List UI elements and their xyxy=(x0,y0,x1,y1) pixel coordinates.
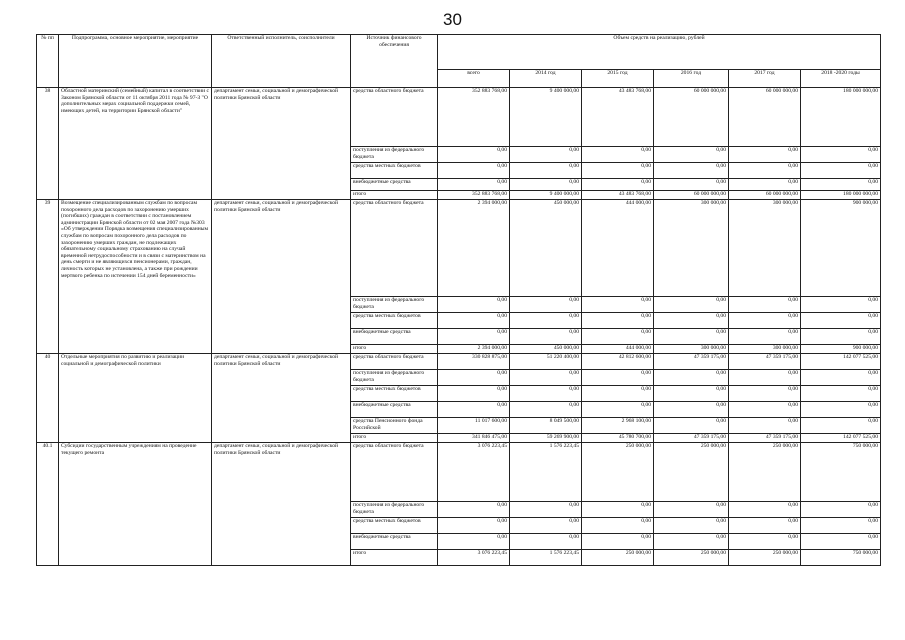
amount-cell: 0,00 xyxy=(801,329,881,345)
amount-cell: 0,00 xyxy=(654,329,729,345)
amount-cell: 0,00 xyxy=(438,163,510,179)
budget-table xyxy=(36,34,881,566)
funding-source: средства местных бюджетов xyxy=(351,386,438,402)
funding-source: поступления из федерального бюджета xyxy=(351,147,438,163)
amount-cell: 0,00 xyxy=(654,502,729,518)
row-number: 40.1 xyxy=(37,443,59,566)
funding-source: внебюджетные средства xyxy=(351,402,438,418)
funding-source: средства Пенсионного фонда Российской xyxy=(351,418,438,434)
funding-source: внебюджетные средства xyxy=(351,534,438,550)
amount-cell: 0,00 xyxy=(510,402,582,418)
funding-source: внебюджетные средства xyxy=(351,329,438,345)
funding-source: внебюджетные средства xyxy=(351,179,438,191)
amount-cell: 250 000,00 xyxy=(582,443,654,502)
funding-source: итого xyxy=(351,434,438,443)
amount-cell: 0,00 xyxy=(438,297,510,313)
amount-cell: 42 812 600,00 xyxy=(582,354,654,370)
amount-cell: 0,00 xyxy=(582,313,654,329)
amount-cell: 300 000,00 xyxy=(654,345,729,354)
amount-cell: 0,00 xyxy=(801,179,881,191)
amount-cell: 250 000,00 xyxy=(729,443,801,502)
amount-cell: 0,00 xyxy=(582,386,654,402)
amount-cell: 0,00 xyxy=(801,297,881,313)
amount-cell: 1 576 223,45 xyxy=(510,443,582,502)
amount-cell: 11 017 600,00 xyxy=(438,418,510,434)
executor: департамент семьи, социальной и демографической политики Брянской области xyxy=(212,88,351,200)
amount-cell: 300 000,00 xyxy=(729,345,801,354)
funding-source: итого xyxy=(351,191,438,200)
amount-cell: 0,00 xyxy=(729,329,801,345)
amount-cell: 59 269 900,00 xyxy=(510,434,582,443)
amount-cell: 142 077 525,00 xyxy=(801,354,881,370)
amount-cell: 0,00 xyxy=(510,163,582,179)
amount-cell: 60 000 000,00 xyxy=(729,191,801,200)
amount-cell: 0,00 xyxy=(438,534,510,550)
amount-cell: 0,00 xyxy=(654,418,729,434)
amount-cell: 0,00 xyxy=(510,147,582,163)
amount-cell: 0,00 xyxy=(729,179,801,191)
amount-cell: 9 400 000,00 xyxy=(510,191,582,200)
amount-cell: 0,00 xyxy=(801,147,881,163)
amount-cell: 60 000 000,00 xyxy=(654,88,729,147)
amount-cell: 0,00 xyxy=(438,370,510,386)
funding-source: средства местных бюджетов xyxy=(351,518,438,534)
activity-name: Возмещение специализированным службам по вопросам похоронного дела расходов по захоронению умерших (погибших) граждан в соответствии с постановлением администрации Брянской области от 02 мая 2007 года №303 «Об утверждении Порядка возмещения специализированным службам по вопросам похоронного дела расходов по захоронению умерших граждан, не подлежащих обязательному социальному страхованию на случай временной нетрудоспособности и в связи с материнством на день смерти и не являющихся пенсионерами, граждан, личность которых не установлена, а также при рождении мертвого ребенка по истечении 154 дней беременности» xyxy=(59,200,212,354)
amount-cell: 0,00 xyxy=(582,370,654,386)
amount-cell: 0,00 xyxy=(654,163,729,179)
amount-cell: 0,00 xyxy=(729,370,801,386)
header-year: 2016 год xyxy=(654,70,729,88)
amount-cell: 0,00 xyxy=(582,147,654,163)
amount-cell: 900 000,00 xyxy=(801,200,881,297)
amount-cell: 0,00 xyxy=(654,147,729,163)
header-executor: Ответственный исполнитель, соисполнители xyxy=(212,35,351,88)
amount-cell: 0,00 xyxy=(582,179,654,191)
amount-cell: 0,00 xyxy=(654,370,729,386)
header-row-main xyxy=(37,35,881,70)
amount-cell: 0,00 xyxy=(582,297,654,313)
amount-cell: 2 394 000,00 xyxy=(438,345,510,354)
funding-source: итого xyxy=(351,550,438,566)
amount-cell: 0,00 xyxy=(729,386,801,402)
header-volume: Объем средств на реализацию, рублей xyxy=(438,35,881,70)
amount-cell: 0,00 xyxy=(801,502,881,518)
amount-cell: 341 846 475,00 xyxy=(438,434,510,443)
amount-cell: 0,00 xyxy=(654,402,729,418)
amount-cell: 0,00 xyxy=(801,518,881,534)
amount-cell: 900 000,00 xyxy=(801,345,881,354)
amount-cell: 0,00 xyxy=(438,313,510,329)
amount-cell: 0,00 xyxy=(510,329,582,345)
executor: департамент семьи, социальной и демографической политики Брянской области xyxy=(212,354,351,443)
amount-cell: 300 000,00 xyxy=(654,200,729,297)
funding-source: поступления из федерального бюджета xyxy=(351,502,438,518)
amount-cell: 0,00 xyxy=(801,370,881,386)
amount-cell: 0,00 xyxy=(510,518,582,534)
amount-cell: 0,00 xyxy=(801,313,881,329)
amount-cell: 0,00 xyxy=(654,313,729,329)
amount-cell: 0,00 xyxy=(582,329,654,345)
amount-cell: 0,00 xyxy=(729,502,801,518)
table-row xyxy=(37,88,881,147)
executor: департамент семьи, социальной и демографической политики Брянской области xyxy=(212,443,351,566)
amount-cell: 0,00 xyxy=(510,386,582,402)
amount-cell: 0,00 xyxy=(510,534,582,550)
amount-cell: 0,00 xyxy=(510,370,582,386)
header-year: 2017 год xyxy=(729,70,801,88)
amount-cell: 300 000,00 xyxy=(729,200,801,297)
amount-cell: 0,00 xyxy=(438,179,510,191)
amount-cell: 0,00 xyxy=(729,163,801,179)
amount-cell: 0,00 xyxy=(801,402,881,418)
funding-source: итого xyxy=(351,345,438,354)
amount-cell: 0,00 xyxy=(510,313,582,329)
amount-cell: 330 828 875,00 xyxy=(438,354,510,370)
amount-cell: 3 076 223,45 xyxy=(438,550,510,566)
funding-source: средства областного бюджета xyxy=(351,354,438,370)
amount-cell: 352 883 768,00 xyxy=(438,88,510,147)
amount-cell: 0,00 xyxy=(582,502,654,518)
amount-cell: 250 000,00 xyxy=(654,550,729,566)
amount-cell: 0,00 xyxy=(801,534,881,550)
amount-cell: 0,00 xyxy=(582,534,654,550)
row-number: 38 xyxy=(37,88,59,200)
amount-cell: 450 000,00 xyxy=(510,200,582,297)
funding-source: средства областного бюджета xyxy=(351,88,438,147)
amount-cell: 750 000,00 xyxy=(801,550,881,566)
header-year: 2018 -2020 годы xyxy=(801,70,881,88)
funding-source: средства местных бюджетов xyxy=(351,313,438,329)
amount-cell: 3 076 223,45 xyxy=(438,443,510,502)
amount-cell: 0,00 xyxy=(729,418,801,434)
activity-name: Областной материнский (семейный) капитал в соответствии с Законом Брянской области от 11 октября 2011 года № 97-З "О дополнительных мерах социальной поддержки семей, имеющих детей, на территории Брянской области" xyxy=(59,88,212,200)
amount-cell: 0,00 xyxy=(438,518,510,534)
amount-cell: 0,00 xyxy=(582,402,654,418)
header-no: № пп xyxy=(37,35,59,88)
row-number: 40 xyxy=(37,354,59,443)
amount-cell: 0,00 xyxy=(729,402,801,418)
amount-cell: 180 000 000,00 xyxy=(801,88,881,147)
amount-cell: 250 000,00 xyxy=(582,550,654,566)
amount-cell: 47 359 175,00 xyxy=(729,434,801,443)
amount-cell: 2 394 000,00 xyxy=(438,200,510,297)
amount-cell: 0,00 xyxy=(729,313,801,329)
amount-cell: 352 883 768,00 xyxy=(438,191,510,200)
amount-cell: 51 220 400,00 xyxy=(510,354,582,370)
funding-source: средства областного бюджета xyxy=(351,443,438,502)
amount-cell: 0,00 xyxy=(801,418,881,434)
amount-cell: 0,00 xyxy=(729,534,801,550)
amount-cell: 8 049 500,00 xyxy=(510,418,582,434)
funding-source: поступления из федерального бюджета xyxy=(351,297,438,313)
header-year: 2014 год xyxy=(510,70,582,88)
row-number: 39 xyxy=(37,200,59,354)
amount-cell: 0,00 xyxy=(438,386,510,402)
activity-name: Субсидии государственным учреждениям на проведение текущего ремонта xyxy=(59,443,212,566)
amount-cell: 750 000,00 xyxy=(801,443,881,502)
amount-cell: 0,00 xyxy=(438,402,510,418)
amount-cell: 45 780 700,00 xyxy=(582,434,654,443)
table-row xyxy=(37,354,881,370)
amount-cell: 0,00 xyxy=(654,518,729,534)
amount-cell: 60 000 000,00 xyxy=(654,191,729,200)
amount-cell: 0,00 xyxy=(654,534,729,550)
amount-cell: 444 000,00 xyxy=(582,200,654,297)
amount-cell: 0,00 xyxy=(729,297,801,313)
page-number: 30 xyxy=(443,10,462,29)
table-row xyxy=(37,443,881,502)
amount-cell: 142 077 525,00 xyxy=(801,434,881,443)
funding-source: средства местных бюджетов xyxy=(351,163,438,179)
amount-cell: 0,00 xyxy=(438,502,510,518)
amount-cell: 43 483 768,00 xyxy=(582,191,654,200)
header-source: Источник финансового обеспечения xyxy=(351,35,438,88)
funding-source: поступления из федерального бюджета xyxy=(351,370,438,386)
amount-cell: 0,00 xyxy=(801,163,881,179)
amount-cell: 0,00 xyxy=(729,147,801,163)
amount-cell: 0,00 xyxy=(510,297,582,313)
amount-cell: 0,00 xyxy=(510,179,582,191)
amount-cell: 47 359 175,00 xyxy=(654,354,729,370)
table-row xyxy=(37,200,881,297)
amount-cell: 0,00 xyxy=(582,163,654,179)
amount-cell: 0,00 xyxy=(438,329,510,345)
activity-name: Отдельные мероприятия по развитию и реализации социальной и демографической политики xyxy=(59,354,212,443)
amount-cell: 0,00 xyxy=(510,502,582,518)
amount-cell: 0,00 xyxy=(582,518,654,534)
amount-cell: 60 000 000,00 xyxy=(729,88,801,147)
header-year: всего xyxy=(438,70,510,88)
amount-cell: 47 359 175,00 xyxy=(654,434,729,443)
header-year: 2015 год xyxy=(582,70,654,88)
amount-cell: 0,00 xyxy=(654,179,729,191)
amount-cell: 450 000,00 xyxy=(510,345,582,354)
amount-cell: 0,00 xyxy=(654,297,729,313)
amount-cell: 9 400 000,00 xyxy=(510,88,582,147)
amount-cell: 0,00 xyxy=(801,386,881,402)
amount-cell: 0,00 xyxy=(654,386,729,402)
amount-cell: 0,00 xyxy=(438,147,510,163)
amount-cell: 2 968 100,00 xyxy=(582,418,654,434)
amount-cell: 43 483 768,00 xyxy=(582,88,654,147)
amount-cell: 180 000 000,00 xyxy=(801,191,881,200)
amount-cell: 0,00 xyxy=(729,518,801,534)
amount-cell: 250 000,00 xyxy=(729,550,801,566)
funding-source: средства областного бюджета xyxy=(351,200,438,297)
table-body xyxy=(37,88,881,566)
amount-cell: 47 359 175,00 xyxy=(729,354,801,370)
executor: департамент семьи, социальной и демографической политики Брянской области xyxy=(212,200,351,354)
amount-cell: 1 576 223,45 xyxy=(510,550,582,566)
header-subprogram: Подпрограмма, основное мероприятие, мероприятие xyxy=(59,35,212,88)
amount-cell: 250 000,00 xyxy=(654,443,729,502)
amount-cell: 444 000,00 xyxy=(582,345,654,354)
